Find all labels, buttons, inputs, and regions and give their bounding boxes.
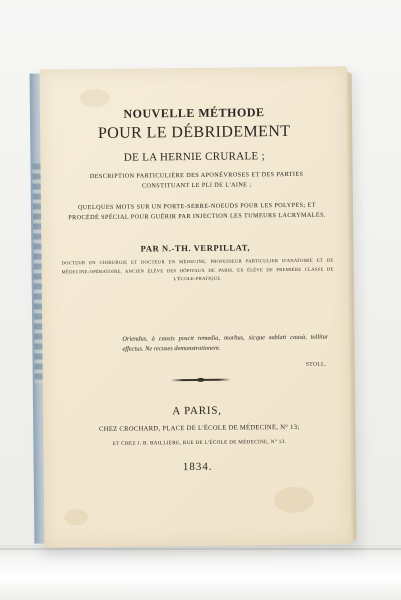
foxing-spot bbox=[80, 89, 110, 107]
subtitle-description-2: QUELQUES MOTS SUR UN PORTE-SERRE-NOEUDS POUR LES POLYPES; ET PROCÉDÉ SPÉCIAL POUR GUÉRIR PAR INJECTION LES TUMEURS LACRYMALES. bbox=[68, 201, 326, 222]
author-name: PAR N.-TH. VERPILLAT, bbox=[140, 242, 251, 254]
title-line-3: DE LA HERNIE CRURALE ; bbox=[123, 150, 266, 164]
publisher-line-2: ET CHEZ J. B. BAILLIÈRE, RUE DE L'ÉCOLE DE MÉDECINE, N° 13. bbox=[112, 439, 287, 447]
ornamental-rule bbox=[171, 379, 231, 382]
title-line-1: NOUVELLE MÉTHODE bbox=[123, 105, 265, 121]
foxing-spot bbox=[274, 487, 314, 513]
epigraph-quote: Oriendus, à causis poscit remedia, morbus, sicque sublati causà, tollitur effectus. Ne recuses demonstrationem. bbox=[122, 333, 329, 353]
epigraph-source: STOLL. bbox=[305, 361, 327, 368]
publication-city: A PARIS, bbox=[172, 404, 222, 418]
author-credentials: DOCTEUR EN CHIRURGIE ET DOCTEUR EN MÉDECINE, PROFESSEUR PARTICULIER D'ANATOMIE ET DE MÉDECINE-OPÉRATOIRE, ANCIEN ÉLÈVE DES HÔPITAUX DE PARIS, EX ÉLÈVE DE PREMIÈRE CLASSE DE L'ÉCOLE-PRATIQUE. bbox=[61, 257, 334, 282]
title-page bbox=[40, 66, 353, 547]
publication-year: 1834. bbox=[182, 460, 213, 474]
antique-book bbox=[30, 66, 353, 547]
subtitle-description: DESCRIPTION PARTICULIÈRE DES APONÉVROSES ET DES PARTIES CONSTITUANT LE PLI DE L'AINE ; bbox=[89, 170, 304, 190]
publisher-line: CHEZ CROCHARD, PLACE DE L'ÉCOLE DE MÉDECINE, N° 13; bbox=[99, 423, 300, 433]
foxing-spot bbox=[64, 509, 88, 525]
title-line-2: POUR LE DÉBRIDEMENT bbox=[97, 122, 291, 142]
